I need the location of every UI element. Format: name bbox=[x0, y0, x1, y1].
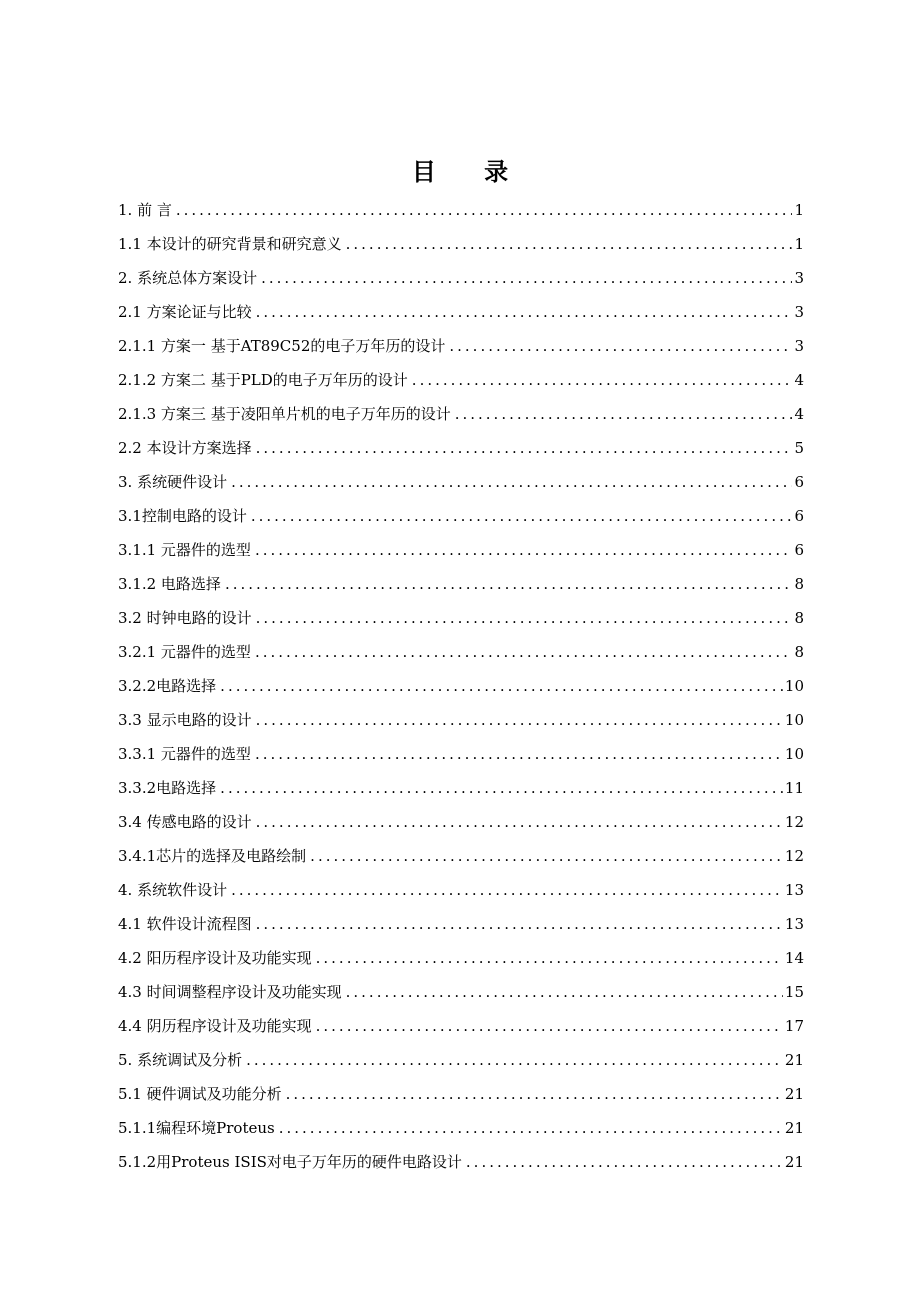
toc-entry-page-number: 5 bbox=[794, 439, 804, 457]
dot-leader bbox=[346, 227, 793, 261]
toc-entry-page-number: 21 bbox=[784, 1153, 804, 1171]
dot-leader bbox=[310, 839, 783, 873]
toc-list bbox=[118, 193, 804, 1179]
toc-entry-page-number: 17 bbox=[784, 1017, 804, 1035]
toc-entry[interactable] bbox=[118, 737, 804, 771]
toc-entry-title: 2.2 本设计方案选择 bbox=[118, 439, 252, 457]
toc-entry-page-number: 10 bbox=[784, 711, 804, 729]
toc-entry-page-number: 13 bbox=[784, 915, 804, 933]
toc-entry-title: 3.4 传感电路的设计 bbox=[118, 813, 252, 831]
dot-leader bbox=[255, 737, 783, 771]
dot-leader bbox=[466, 1145, 783, 1179]
dot-leader bbox=[256, 907, 783, 941]
toc-entry-title: 2.1.3 方案三 基于凌阳单片机的电子万年历的设计 bbox=[118, 405, 451, 423]
toc-entry[interactable] bbox=[118, 193, 804, 227]
toc-entry-title: 5.1.2用Proteus ISIS对电子万年历的硬件电路设计 bbox=[118, 1153, 462, 1171]
toc-entry-page-number: 1 bbox=[794, 201, 804, 219]
toc-entry-title: 4.4 阴历程序设计及功能实现 bbox=[118, 1017, 312, 1035]
dot-leader bbox=[256, 295, 793, 329]
toc-entry[interactable] bbox=[118, 635, 804, 669]
toc-entry-title: 2. 系统总体方案设计 bbox=[118, 269, 258, 287]
toc-entry-page-number: 3 bbox=[794, 269, 804, 287]
dot-leader bbox=[279, 1111, 783, 1145]
dot-leader bbox=[176, 193, 793, 227]
toc-entry-title: 3.1.2 电路选择 bbox=[118, 575, 221, 593]
toc-entry-title: 1. 前 言 bbox=[118, 201, 172, 219]
toc-title: 目 录 bbox=[411, 158, 529, 186]
toc-entry-page-number: 8 bbox=[794, 643, 804, 661]
dot-leader bbox=[256, 601, 793, 635]
toc-entry-title: 3.1控制电路的设计 bbox=[118, 507, 247, 525]
toc-entry[interactable] bbox=[118, 771, 804, 805]
toc-entry-title: 4.1 软件设计流程图 bbox=[118, 915, 252, 933]
dot-leader bbox=[455, 397, 793, 431]
toc-entry-title: 5. 系统调试及分析 bbox=[118, 1051, 243, 1069]
toc-entry[interactable] bbox=[118, 1077, 804, 1111]
dot-leader bbox=[346, 975, 783, 1009]
toc-entry-page-number: 4 bbox=[794, 405, 804, 423]
toc-entry[interactable] bbox=[118, 261, 804, 295]
toc-entry-page-number: 14 bbox=[784, 949, 804, 967]
toc-entry-page-number: 3 bbox=[794, 303, 804, 321]
toc-entry-title: 5.1.1编程环境Proteus bbox=[118, 1119, 275, 1137]
toc-entry[interactable] bbox=[118, 1043, 804, 1077]
toc-entry-title: 3.4.1芯片的选择及电路绘制 bbox=[118, 847, 307, 865]
dot-leader bbox=[316, 1009, 783, 1043]
dot-leader bbox=[220, 771, 783, 805]
dot-leader bbox=[449, 329, 792, 363]
toc-entry[interactable] bbox=[118, 601, 804, 635]
dot-leader bbox=[256, 431, 793, 465]
toc-entry-page-number: 15 bbox=[784, 983, 804, 1001]
toc-entry[interactable] bbox=[118, 1111, 804, 1145]
toc-entry[interactable] bbox=[118, 227, 804, 261]
toc-entry-title: 3.3.2电路选择 bbox=[118, 779, 217, 797]
toc-entry[interactable] bbox=[118, 1009, 804, 1043]
toc-entry[interactable] bbox=[118, 941, 804, 975]
toc-entry-page-number: 21 bbox=[784, 1085, 804, 1103]
toc-entry-title: 1.1 本设计的研究背景和研究意义 bbox=[118, 235, 342, 253]
toc-entry[interactable] bbox=[118, 873, 804, 907]
toc-entry-title: 2.1.2 方案二 基于PLD的电子万年历的设计 bbox=[118, 371, 408, 389]
toc-entry-title: 4.3 时间调整程序设计及功能实现 bbox=[118, 983, 342, 1001]
toc-entry[interactable] bbox=[118, 1145, 804, 1179]
toc-entry-title: 3.2 时钟电路的设计 bbox=[118, 609, 252, 627]
toc-entry-page-number: 13 bbox=[784, 881, 804, 899]
toc-entry-title: 3.2.1 元器件的选型 bbox=[118, 643, 251, 661]
toc-entry-title: 3.3.1 元器件的选型 bbox=[118, 745, 251, 763]
dot-leader bbox=[220, 669, 783, 703]
dot-leader bbox=[256, 703, 783, 737]
toc-entry[interactable] bbox=[118, 397, 804, 431]
toc-entry[interactable] bbox=[118, 363, 804, 397]
toc-entry-page-number: 8 bbox=[794, 609, 804, 627]
dot-leader bbox=[246, 1043, 783, 1077]
toc-entry-page-number: 1 bbox=[794, 235, 804, 253]
toc-entry-page-number: 6 bbox=[794, 541, 804, 559]
dot-leader bbox=[225, 567, 793, 601]
dot-leader bbox=[251, 499, 793, 533]
toc-entry-page-number: 6 bbox=[794, 473, 804, 491]
toc-entry[interactable] bbox=[118, 669, 804, 703]
toc-entry[interactable] bbox=[118, 533, 804, 567]
dot-leader bbox=[412, 363, 793, 397]
toc-entry-title: 5.1 硬件调试及功能分析 bbox=[118, 1085, 282, 1103]
dot-leader bbox=[286, 1077, 783, 1111]
toc-entry[interactable] bbox=[118, 907, 804, 941]
dot-leader bbox=[316, 941, 783, 975]
toc-entry[interactable] bbox=[118, 431, 804, 465]
toc-entry-title: 3. 系统硬件设计 bbox=[118, 473, 228, 491]
toc-entry-title: 3.2.2电路选择 bbox=[118, 677, 217, 695]
dot-leader bbox=[255, 533, 793, 567]
toc-entry[interactable] bbox=[118, 839, 804, 873]
toc-entry[interactable] bbox=[118, 499, 804, 533]
toc-entry-page-number: 12 bbox=[784, 813, 804, 831]
toc-entry-page-number: 3 bbox=[794, 337, 804, 355]
toc-entry-page-number: 21 bbox=[784, 1051, 804, 1069]
dot-leader bbox=[256, 805, 783, 839]
toc-entry[interactable] bbox=[118, 465, 804, 499]
toc-entry-page-number: 6 bbox=[794, 507, 804, 525]
toc-entry-title: 4. 系统软件设计 bbox=[118, 881, 228, 899]
toc-entry-page-number: 10 bbox=[784, 745, 804, 763]
dot-leader bbox=[231, 873, 783, 907]
toc-entry-title: 2.1 方案论证与比较 bbox=[118, 303, 252, 321]
toc-entry[interactable] bbox=[118, 975, 804, 1009]
toc-entry[interactable] bbox=[118, 295, 804, 329]
toc-entry[interactable] bbox=[118, 805, 804, 839]
toc-entry-page-number: 10 bbox=[784, 677, 804, 695]
toc-entry-title: 3.3 显示电路的设计 bbox=[118, 711, 252, 729]
toc-entry-page-number: 21 bbox=[784, 1119, 804, 1137]
dot-leader bbox=[255, 635, 793, 669]
dot-leader bbox=[261, 261, 792, 295]
toc-entry[interactable] bbox=[118, 567, 804, 601]
toc-entry-title: 3.1.1 元器件的选型 bbox=[118, 541, 251, 559]
toc-entry-title: 2.1.1 方案一 基于AT89C52的电子万年历的设计 bbox=[118, 337, 446, 355]
toc-entry-page-number: 8 bbox=[794, 575, 804, 593]
toc-entry[interactable] bbox=[118, 703, 804, 737]
toc-entry-page-number: 12 bbox=[784, 847, 804, 865]
toc-entry[interactable] bbox=[118, 329, 804, 363]
toc-entry-page-number: 4 bbox=[794, 371, 804, 389]
toc-entry-title: 4.2 阳历程序设计及功能实现 bbox=[118, 949, 312, 967]
toc-entry-page-number: 11 bbox=[784, 779, 804, 797]
dot-leader bbox=[231, 465, 792, 499]
